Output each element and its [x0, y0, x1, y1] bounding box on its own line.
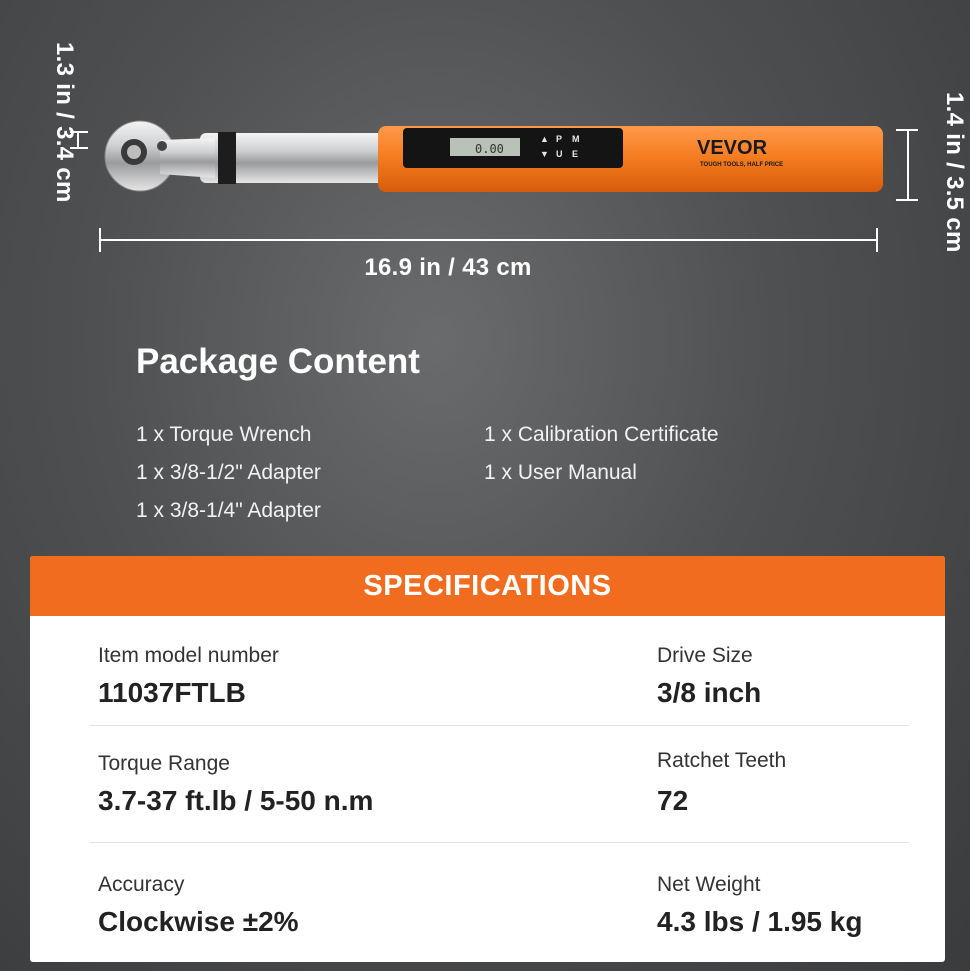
- package-item: 1 x 3/8-1/2" Adapter: [136, 461, 321, 484]
- button-up: ▲: [540, 134, 549, 144]
- button-e: E: [572, 149, 579, 159]
- specifications-card: [30, 556, 945, 962]
- length-dimension-text: 16.9 in / 43 cm: [364, 254, 532, 281]
- brand-logo: VEVOR: [697, 137, 768, 159]
- ratchet-head: [105, 121, 215, 191]
- spec-label-torque-range: Torque Range: [98, 752, 230, 775]
- button-p: P: [556, 134, 563, 144]
- handle-dimension-label: 1.4 in / 3.5 cm: [941, 92, 968, 253]
- spec-label-model: Item model number: [98, 644, 279, 667]
- lcd-readout: 0.00: [475, 142, 504, 156]
- spec-value-accuracy: Clockwise ±2%: [98, 906, 299, 937]
- button-u: U: [556, 149, 563, 159]
- spec-label-ratchet-teeth: Ratchet Teeth: [657, 749, 787, 772]
- specifications-header: [30, 556, 945, 616]
- spec-value-torque-range: 3.7-37 ft.lb / 5-50 n.m: [98, 785, 374, 816]
- button-m: M: [572, 134, 580, 144]
- torque-wrench-illustration: [0, 0, 970, 340]
- length-dimension-label: [0, 254, 970, 282]
- button-down: ▼: [540, 149, 549, 159]
- package-item: 1 x User Manual: [484, 461, 637, 484]
- specifications-title: SPECIFICATIONS: [363, 569, 612, 602]
- spec-divider: [90, 842, 909, 843]
- spec-value-net-weight: 4.3 lbs / 1.95 kg: [657, 906, 863, 937]
- spec-label-drive-size: Drive Size: [657, 644, 753, 667]
- package-item: 1 x 3/8-1/4" Adapter: [136, 499, 321, 522]
- package-item: 1 x Calibration Certificate: [484, 423, 719, 446]
- brand-tagline: TOUGH TOOLS, HALF PRICE: [700, 162, 784, 168]
- package-content-title: Package Content: [136, 342, 420, 381]
- spec-value-ratchet-teeth: 72: [657, 785, 689, 816]
- spec-label-accuracy: Accuracy: [98, 873, 185, 896]
- wrench-ring: [218, 132, 236, 184]
- spec-label-net-weight: Net Weight: [657, 873, 761, 896]
- package-item: 1 x Torque Wrench: [136, 423, 312, 446]
- spec-value-model: 11037FTLB: [98, 677, 246, 708]
- head-dimension-label: 1.3 in / 3.4 cm: [51, 42, 78, 203]
- spec-value-drive-size: 3/8 inch: [657, 677, 762, 708]
- spec-divider: [90, 725, 909, 726]
